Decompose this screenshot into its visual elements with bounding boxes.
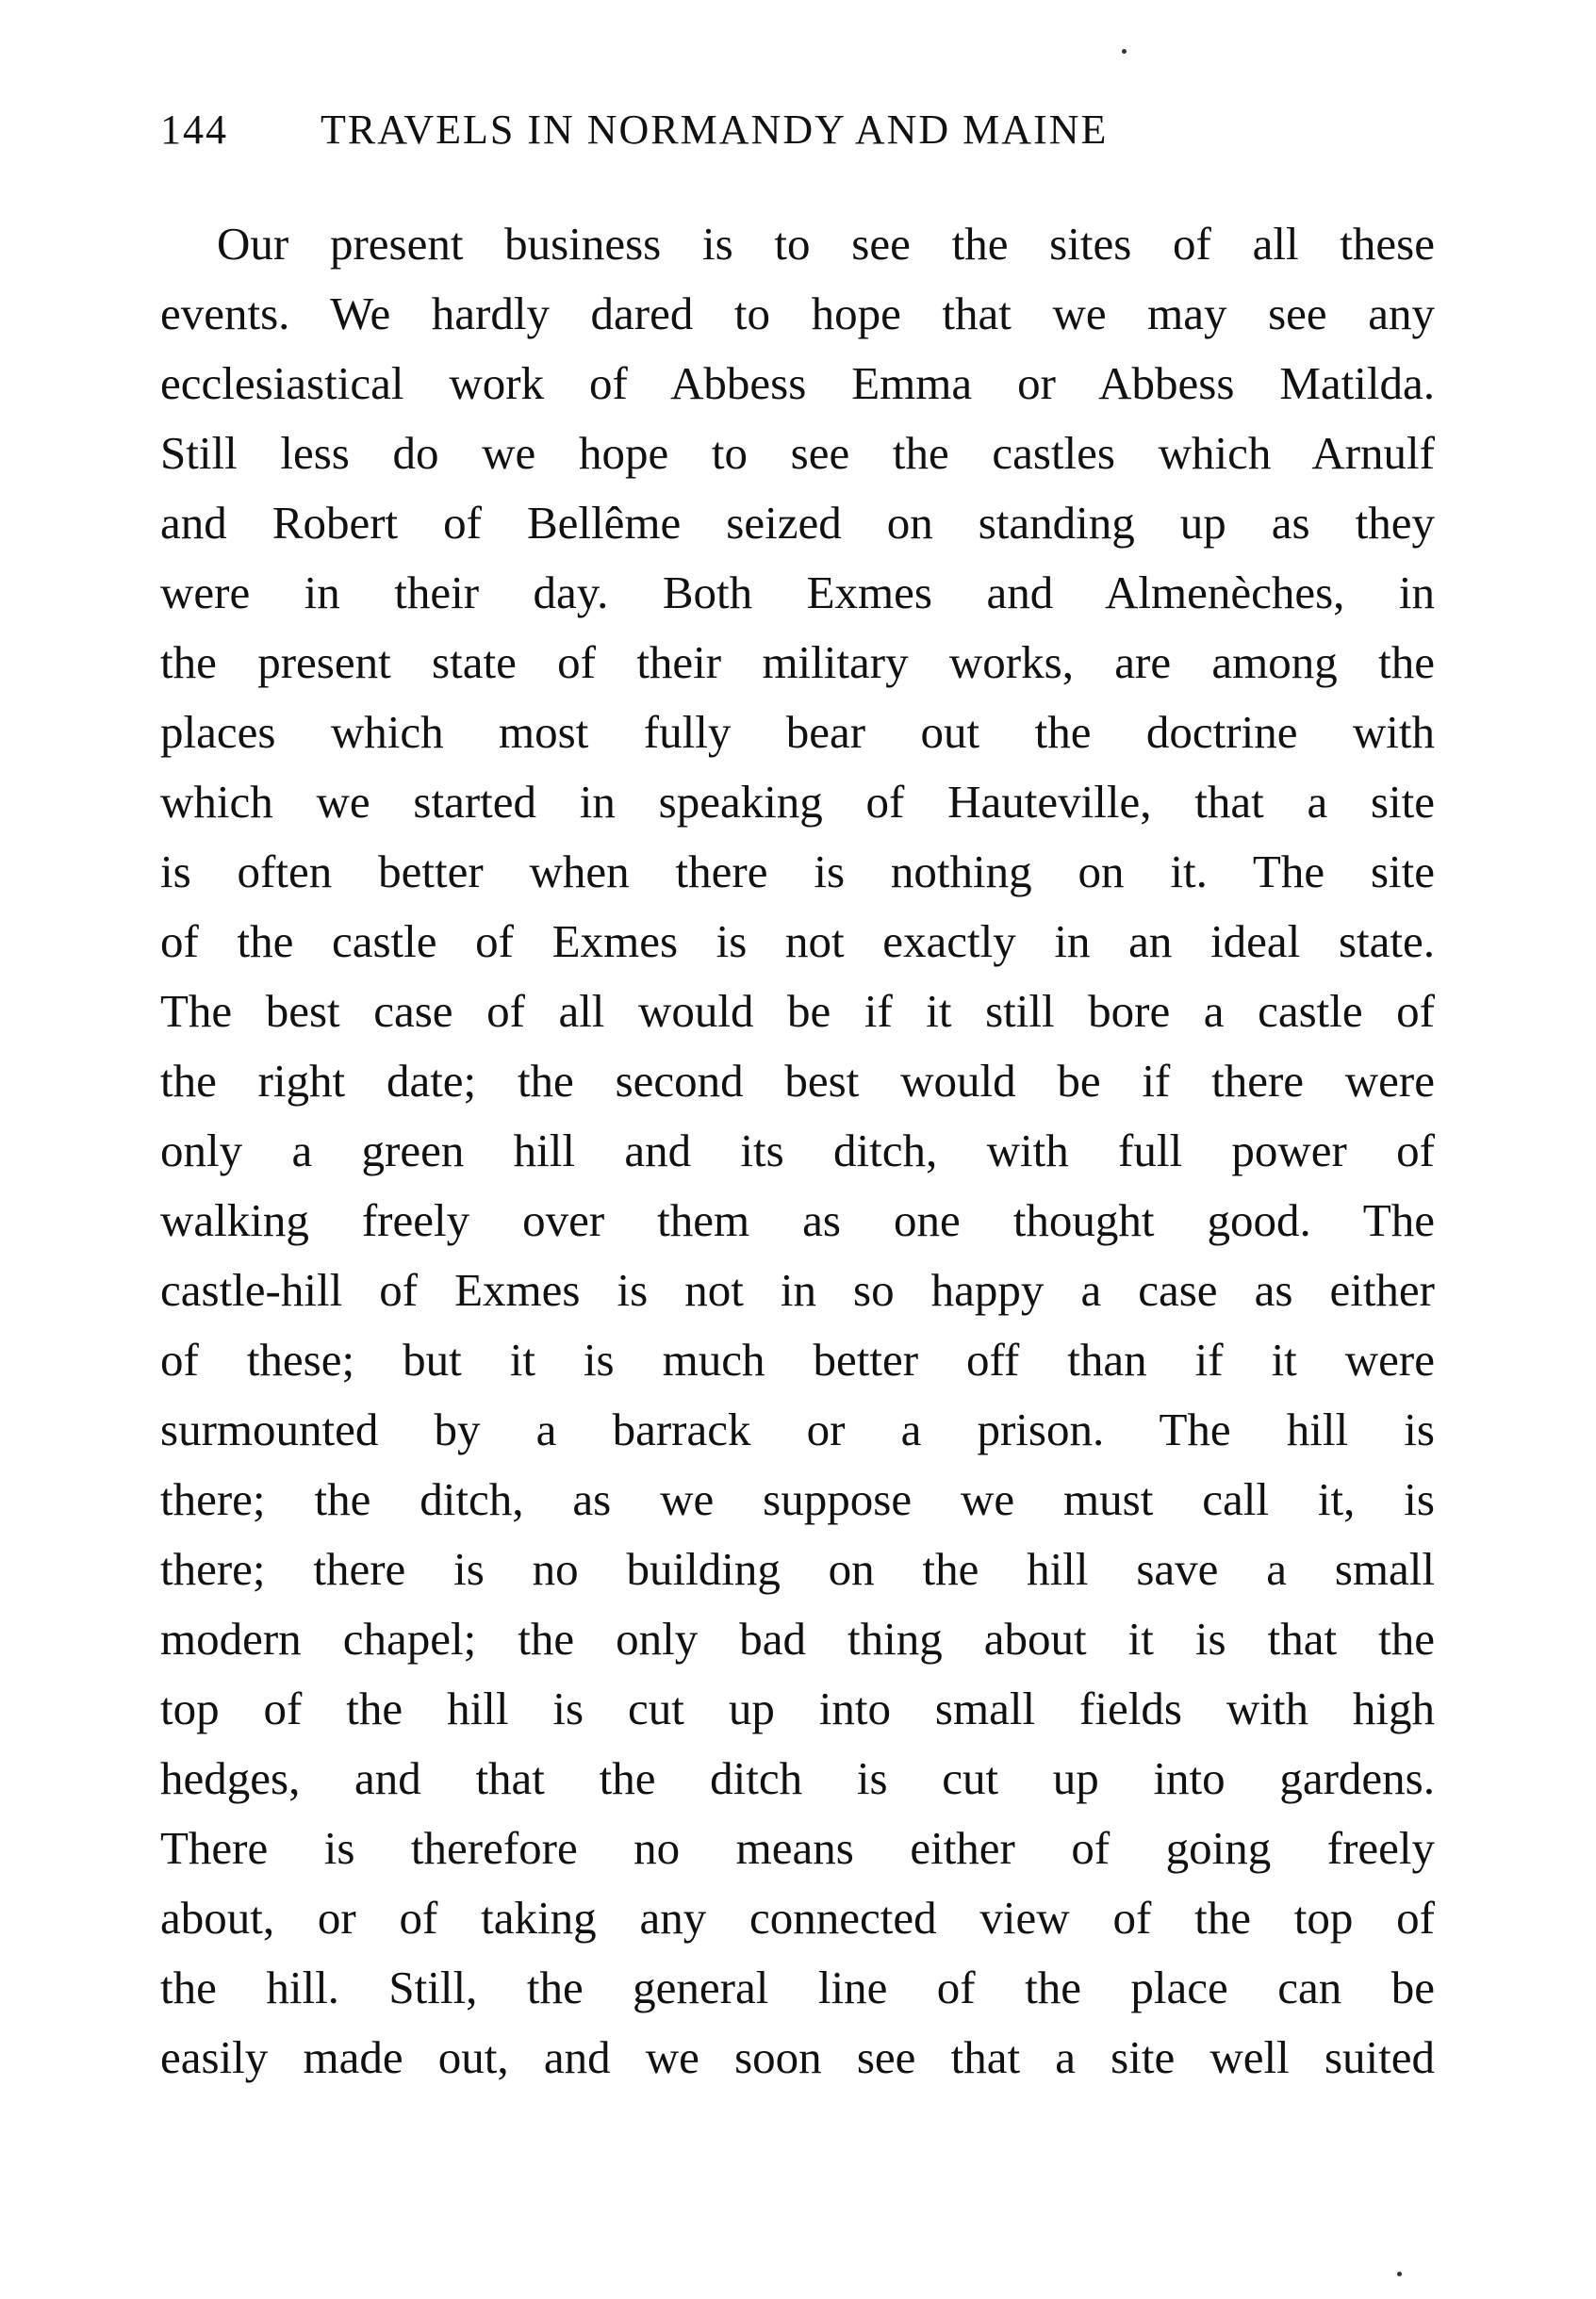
- running-head: [160, 106, 1442, 162]
- text-line: easily made out, and we soon see that a site well suited: [160, 2031, 1435, 2083]
- text-line: The best case of all would be if it still bore a castle of: [160, 985, 1435, 1037]
- scan-speck: [1122, 49, 1127, 54]
- text-line: there; the ditch, as we suppose we must call it, is: [160, 1473, 1435, 1525]
- text-line: of the castle of Exmes is not exactly in an ideal state.: [160, 915, 1435, 967]
- body-text: [160, 209, 1435, 2093]
- text-line: there; there is no building on the hill save a small: [160, 1543, 1435, 1595]
- scan-speck: [1397, 2272, 1402, 2276]
- text-line: is often better when there is nothing on it. The site: [160, 846, 1435, 897]
- text-line: and Robert of Bellême seized on standing up as they: [160, 497, 1435, 549]
- text-line: walking freely over them as one thought good. The: [160, 1194, 1435, 1246]
- text-line: the hill. Still, the general line of the place can be: [160, 1962, 1435, 2013]
- text-line: castle-hill of Exmes is not in so happy a case as either: [160, 1264, 1435, 1316]
- text-line: Our present business is to see the sites of all these: [217, 218, 1435, 270]
- text-line: hedges, and that the ditch is cut up into gardens.: [160, 1752, 1435, 1804]
- text-line: places which most fully bear out the doctrine with: [160, 706, 1435, 758]
- text-line: events. We hardly dared to hope that we may see any: [160, 287, 1435, 339]
- text-line: There is therefore no means either of going freely: [160, 1822, 1435, 1874]
- text-line: only a green hill and its ditch, with full power of: [160, 1125, 1435, 1176]
- text-line: which we started in speaking of Hauteville, that a site: [160, 776, 1435, 828]
- text-line: ecclesiastical work of Abbess Emma or Abbess Matilda.: [160, 357, 1435, 409]
- text-line: Still less do we hope to see the castles which Arnulf: [160, 427, 1435, 479]
- text-line: top of the hill is cut up into small fields with high: [160, 1683, 1435, 1734]
- text-line: modern chapel; the only bad thing about it is that the: [160, 1613, 1435, 1665]
- text-line: surmounted by a barrack or a prison. The hill is: [160, 1404, 1435, 1455]
- running-title: TRAVELS IN NORMANDY AND MAINE: [321, 107, 1109, 153]
- text-line: about, or of taking any connected view of the top of: [160, 1892, 1435, 1944]
- text-line: the present state of their military works, are among the: [160, 636, 1435, 688]
- page-number: 144: [160, 107, 228, 153]
- text-line: were in their day. Both Exmes and Almenèches, in: [160, 567, 1435, 618]
- text-line: the right date; the second best would be if there were: [160, 1055, 1435, 1107]
- text-line: of these; but it is much better off than if it were: [160, 1334, 1435, 1386]
